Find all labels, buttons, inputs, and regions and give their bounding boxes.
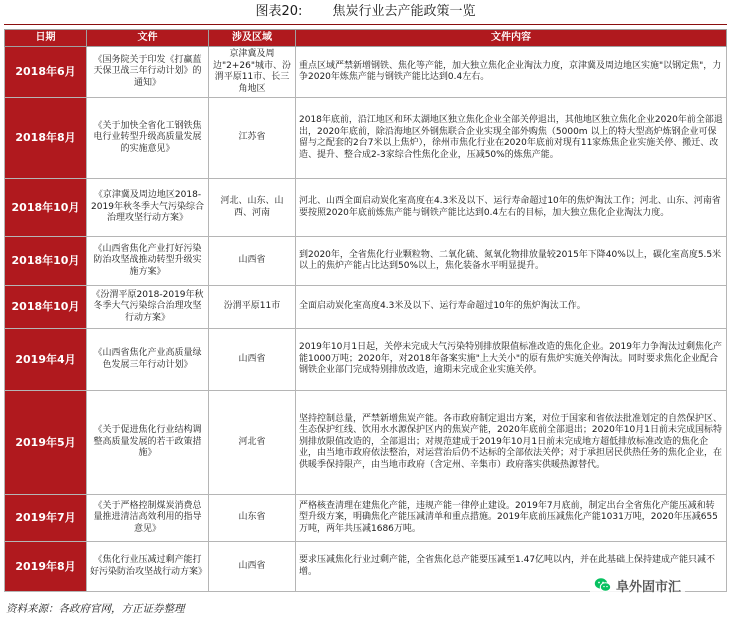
title-rule xyxy=(4,24,727,25)
row-content: 严格核查清理在建焦化产能，违规产能一律停止建设。2019年7月底前，制定出台全省焦化产能压减和转型升级方案，明确焦化产能压减清单和重点措施。2019年底前压减焦化产能1031万吨，2020年压减655万吨，两年共压减1686万吨。 xyxy=(296,495,727,542)
figure-label: 图表20: xyxy=(255,4,303,19)
row-content: 2018年底前，沿江地区和环太湖地区独立焦化企业全部关停退出，其他地区独立焦化企业2020年前全部退出，2020年底前，除沿海地区外钢焦联合企业实现全部外购焦（5000m 以上的特大型高炉炼钢企业可保留与之配套的2台7米以上焦炉），徐州市焦化行业在2020年底前对现有11家炼焦企业实施关停、搬迁、改造、提升、整合成2-3家综合性焦化企业，压减50%的炼焦产能。 xyxy=(296,98,727,179)
row-content: 要求压减焦化行业过剩产能，全省焦化总产能要压减至1.47亿吨以内，并在此基础上保持建成产能只减不增。 xyxy=(296,542,727,592)
table-row xyxy=(5,329,727,391)
row-document: 《山西省焦化产业打好污染防治攻坚战推动转型升级实施方案》 xyxy=(87,237,209,286)
row-area: 山东省 xyxy=(209,495,296,542)
row-area: 江苏省 xyxy=(209,98,296,179)
table-row xyxy=(5,47,727,98)
row-area: 汾渭平原11市 xyxy=(209,286,296,329)
table-row xyxy=(5,237,727,286)
table-header-row xyxy=(5,30,727,47)
table-row xyxy=(5,391,727,495)
table-row xyxy=(5,179,727,237)
row-area: 山西省 xyxy=(209,329,296,391)
row-document: 《山西省焦化产业高质量绿色发展三年行动计划》 xyxy=(87,329,209,391)
row-area: 河北、山东、山西、河南 xyxy=(209,179,296,237)
row-area: 山西省 xyxy=(209,542,296,592)
row-area: 京津冀及周边"2+26"城市、汾渭平原11市、长三角地区 xyxy=(209,47,296,98)
row-date: 2019年4月 xyxy=(5,329,87,391)
watermark-text: 阜外固市汇 xyxy=(616,579,682,595)
row-document: 《关于加快全省化工钢铁焦电行业转型升级高质量发展的实施意见》 xyxy=(87,98,209,179)
row-document: 《关于促进焦化行业结构调整高质量发展的若干政策措施》 xyxy=(87,391,209,495)
row-date: 2018年10月 xyxy=(5,179,87,237)
row-date: 2019年5月 xyxy=(5,391,87,495)
wechat-icon xyxy=(594,577,612,593)
row-content: 全面启动炭化室高度4.3米及以下、运行寿命超过10年的焦炉淘汰工作。 xyxy=(296,286,727,329)
watermark xyxy=(590,574,685,596)
row-document: 《关于严格控制煤炭消费总量推进清洁高效利用的指导意见》 xyxy=(87,495,209,542)
row-document: 《京津冀及周边地区2018-2019年秋冬季大气污染综合治理攻坚行动方案》 xyxy=(87,179,209,237)
row-content: 河北、山西全面启动炭化室高度在4.3米及以下、运行寿命超过10年的焦炉淘汰工作；河北、山东、河南省要按照2020年底前炼焦产能与钢铁产能比达到0.4左右的目标，加大独立焦化企业淘汰力度。 xyxy=(296,179,727,237)
row-date: 2018年10月 xyxy=(5,286,87,329)
row-content: 重点区域严禁新增钢铁、焦化等产能，加大独立焦化企业淘汰力度，京津冀及周边地区实施"以钢定焦"，力争2020年炼焦产能与钢铁产能比达到0.4左右。 xyxy=(296,47,727,98)
row-area: 河北省 xyxy=(209,391,296,495)
row-content: 2019年10月1日起，关停未完成大气污染特别排放限值标准改造的焦化企业。2019年力争淘汰过剩焦化产能1000万吨；2020年，对2018年备案实施"上大关小"的原有焦炉实施关停淘汰。同时要求焦化企业配合钢铁企业部门完成特别排放改造，逾期未完成企业实施关停。 xyxy=(296,329,727,391)
row-date: 2018年8月 xyxy=(5,98,87,179)
row-date: 2019年7月 xyxy=(5,495,87,542)
figure-title-bar xyxy=(0,2,731,22)
header-area: 涉及区域 xyxy=(209,30,296,47)
header-date: 日期 xyxy=(5,30,87,47)
source-note: 资料来源：各政府官网，方正证券整理 xyxy=(6,603,185,615)
header-content: 文件内容 xyxy=(296,30,727,47)
row-content: 到2020年，全省焦化行业颗粒物、二氧化硫、氮氧化物排放量较2015年下降40%以上，碳化室高度5.5米以上的焦炉产能占比达到50%以上，焦化装备水平明显提升。 xyxy=(296,237,727,286)
row-content: 坚持控制总量，严禁新增焦炭产能。各市政府制定退出方案，对位于国家和省依法批准划定的自然保护区、生态保护红线、饮用水水源保护区内的焦炭产能，2020年底前全部退出；2020年10月1日前未完成国标特别排放限值改造的，全部退出；对规范建成于2019年10月1日前未完成地方超低排放标准改造的焦化企业，由当地市政府依法整治，对运营治后仍不达标的全部依法关停；对于承担居民供热任务的焦化企业，在供暖季保持限产，由当地市政府（含定州、辛集市）政府落实供暖热源替代。 xyxy=(296,391,727,495)
policy-table xyxy=(4,29,727,592)
table-row xyxy=(5,98,727,179)
header-document: 文件 xyxy=(87,30,209,47)
row-date: 2019年8月 xyxy=(5,542,87,592)
row-document: 《汾渭平原2018-2019年秋冬季大气污染综合治理攻坚行动方案》 xyxy=(87,286,209,329)
table-row xyxy=(5,495,727,542)
row-date: 2018年6月 xyxy=(5,47,87,98)
row-area: 山西省 xyxy=(209,237,296,286)
row-document: 《焦化行业压减过剩产能打好污染防治攻坚战行动方案》 xyxy=(87,542,209,592)
figure-title: 焦炭行业去产能政策一览 xyxy=(332,4,476,19)
row-document: 《国务院关于印发《打赢蓝天保卫战三年行动计划》的通知》 xyxy=(87,47,209,98)
table-row xyxy=(5,286,727,329)
row-date: 2018年10月 xyxy=(5,237,87,286)
